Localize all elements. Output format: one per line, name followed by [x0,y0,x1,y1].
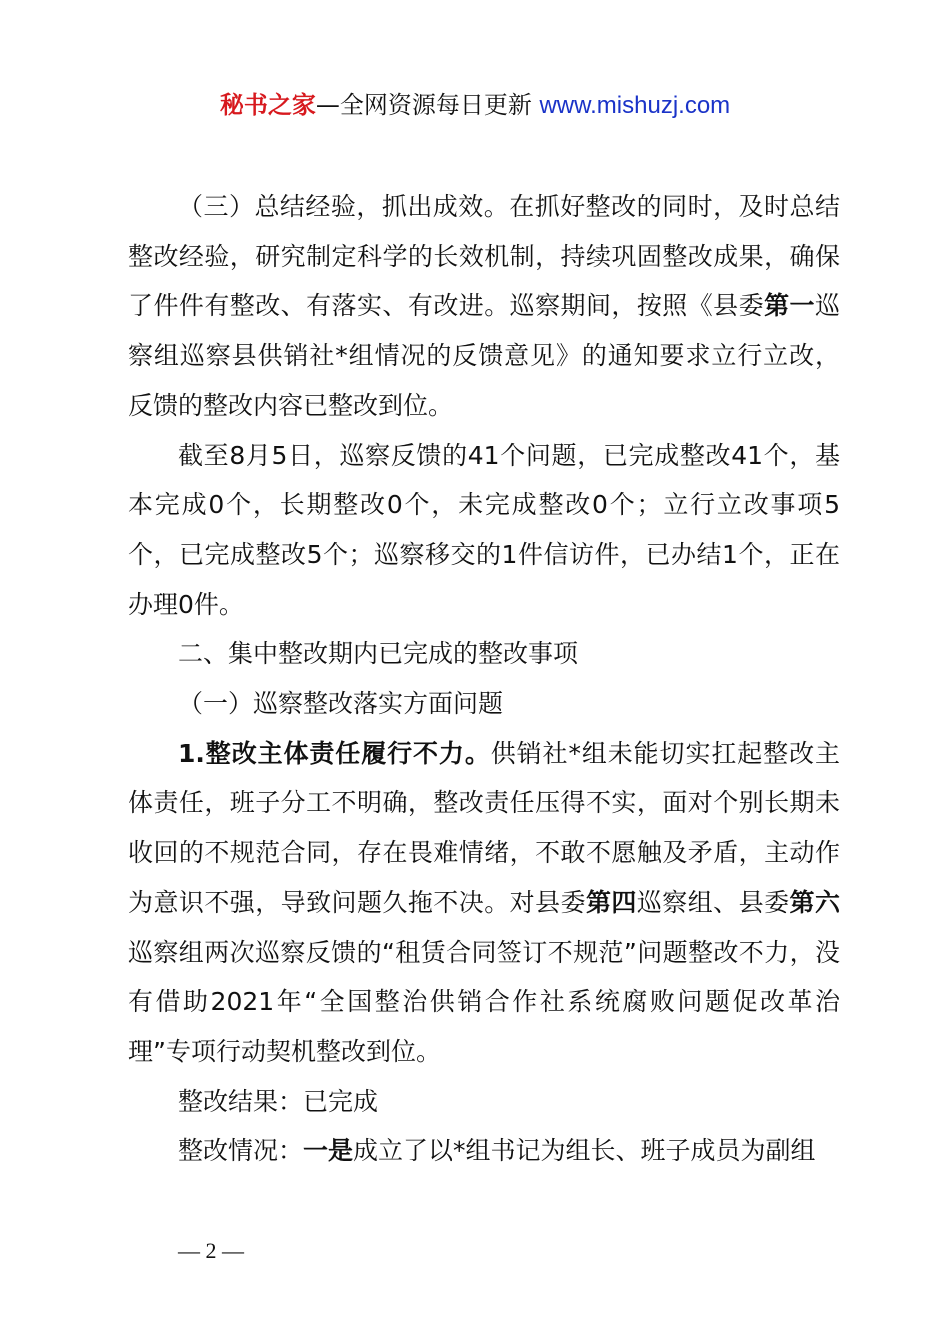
page-number: — 2 — [178,1238,244,1263]
document-body [128,182,840,1176]
paragraph-progress: 截至8月5日，巡察反馈的41个问题，已完成整改41个，基本完成0个，长期整改0个，未完成整改0个；立行立改事项5个，已完成整改5个；巡察移交的1件信访件，已办结1个，正在办理0件。 [128,440,840,619]
bold-fourth-group: 第四 [585,887,637,917]
section-heading-2: 二、集中整改期内已完成的整改事项 [178,639,579,669]
issue-title: 1.整改主体责任履行不力。 [178,738,491,768]
subsection-heading-1: （一）巡察整改落实方面问题 [178,689,504,719]
bold-first-point: 一是 [303,1136,354,1166]
header-tagline: —全网资源每日更新 [315,91,532,119]
paragraph-issue-1: 1.整改主体责任履行不力。供销社*组未能切实扛起整改主体责任，班子分工不明确，整改责任压得不实，面对个别长期未收回的不规范合同，存在畏难情绪，不敢不愿触及矛盾，主动作为意识不强，导致问题久拖不决。对县委第四巡察组、县委第六巡察组两次巡察反馈的“租赁合同签订不规范”问题整改不力，没有借助2021年“全国整治供销合作社系统腐败问题促改革治理”专项行动契机整改到位。 [128,738,840,1066]
site-url-link[interactable]: www.mishuzj.com [539,92,731,119]
bold-sixth-group: 第六 [789,887,840,917]
paragraph-summary: （三）总结经验，抓出成效。在抓好整改的同时，及时总结整改经验，研究制定科学的长效机制，持续巩固整改成果，确保了件件有整改、有落实、有改进。巡察期间，按照《县委第一巡察组巡察县供销社*组情况的反馈意见》的通知要求立行立改，反馈的整改内容已整改到位。 [128,192,840,420]
site-header [0,88,950,123]
rectification-status: 整改情况：一是成立了以*组书记为组长、班子成员为副组 [178,1136,816,1166]
bold-first-group: 第一 [764,291,815,321]
rectification-result: 整改结果：已完成 [178,1086,379,1116]
brand-name: 秘书之家 [219,91,316,119]
